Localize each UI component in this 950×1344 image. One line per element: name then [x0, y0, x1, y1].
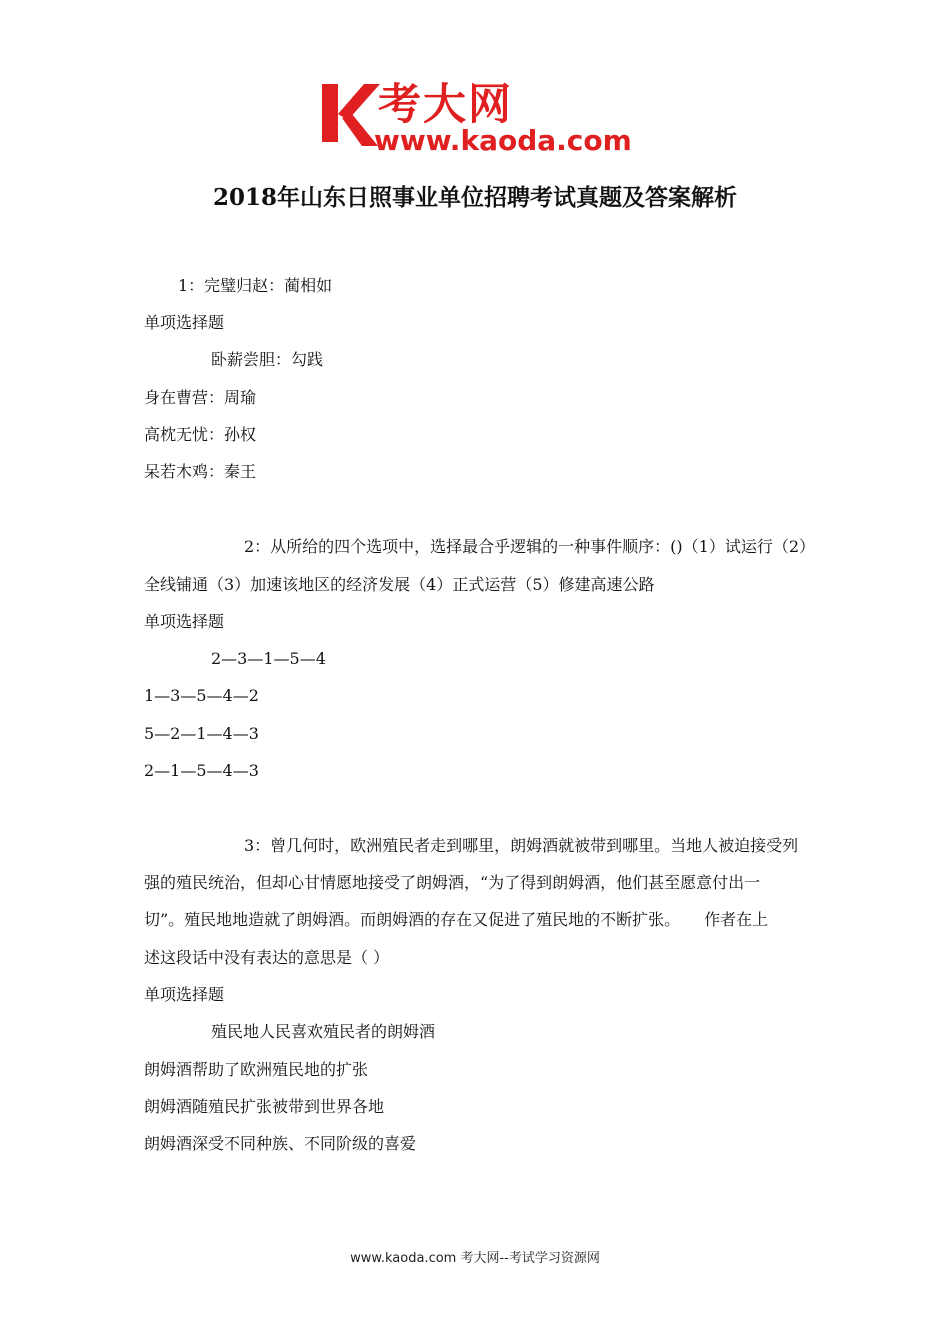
q3-option-d: 朗姆酒深受不同种族、不同阶级的喜爱 [144, 1134, 417, 1153]
q3-option-a: 殖民地人民喜欢殖民者的朗姆酒 [211, 1022, 436, 1041]
q3-option-b: 朗姆酒帮助了欧洲殖民地的扩张 [144, 1060, 369, 1079]
q3-stem-line4: 述这段话中没有表达的意思是（ ） [144, 948, 390, 967]
q2-type: 单项选择题 [144, 612, 225, 631]
q1-option-c: 高枕无忧：孙权 [144, 425, 257, 444]
page-footer: www.kaoda.com 考大网--考试学习资源网 [350, 1251, 600, 1266]
q3-type: 单项选择题 [144, 985, 225, 1004]
q2-option-b: 1—3—5—4—2 [144, 686, 259, 705]
logo-k-mark [318, 80, 382, 150]
q1-option-b: 身在曹营：周瑜 [144, 388, 257, 407]
q2-option-a: 2—3—1—5—4 [211, 649, 326, 668]
q1-option-d: 呆若木鸡：秦王 [144, 462, 257, 481]
logo-title: 考大网 [378, 80, 513, 130]
q3-stem-line1: 3：曾几何时，欧洲殖民者走到哪里，朗姆酒就被带到哪里。当地人被迫接受列 [244, 836, 799, 855]
document-title: 2018年山东日照事业单位招聘考试真题及答案解析 [212, 184, 737, 211]
q2-option-d: 2—1—5—4—3 [144, 761, 259, 780]
q2-stem-line1: 2：从所给的四个选项中，选择最合乎逻辑的一种事件顺序：()（1）试运行（2） [244, 537, 816, 556]
logo-url: www.kaoda.com [374, 124, 632, 157]
q3-stem-line2: 强的殖民统治，但却心甘情愿地接受了朗姆酒，“为了得到朗姆酒，他们甚至愿意付出一 [144, 873, 761, 892]
q1-type: 单项选择题 [144, 313, 225, 332]
q1-option-a: 卧薪尝胆：勾践 [211, 350, 324, 369]
q3-option-c: 朗姆酒随殖民扩张被带到世界各地 [144, 1097, 385, 1116]
q1-stem: 1：完璧归赵：蔺相如 [178, 276, 333, 295]
q2-option-c: 5—2—1—4—3 [144, 724, 259, 743]
q2-stem-line2: 全线铺通（3）加速该地区的经济发展（4）正式运营（5）修建高速公路 [144, 575, 655, 594]
q3-stem-line3: 切”。殖民地地造就了朗姆酒。而朗姆酒的存在又促进了殖民地的不断扩张。 作者在上 [144, 910, 769, 929]
kaoda-logo [318, 80, 638, 160]
